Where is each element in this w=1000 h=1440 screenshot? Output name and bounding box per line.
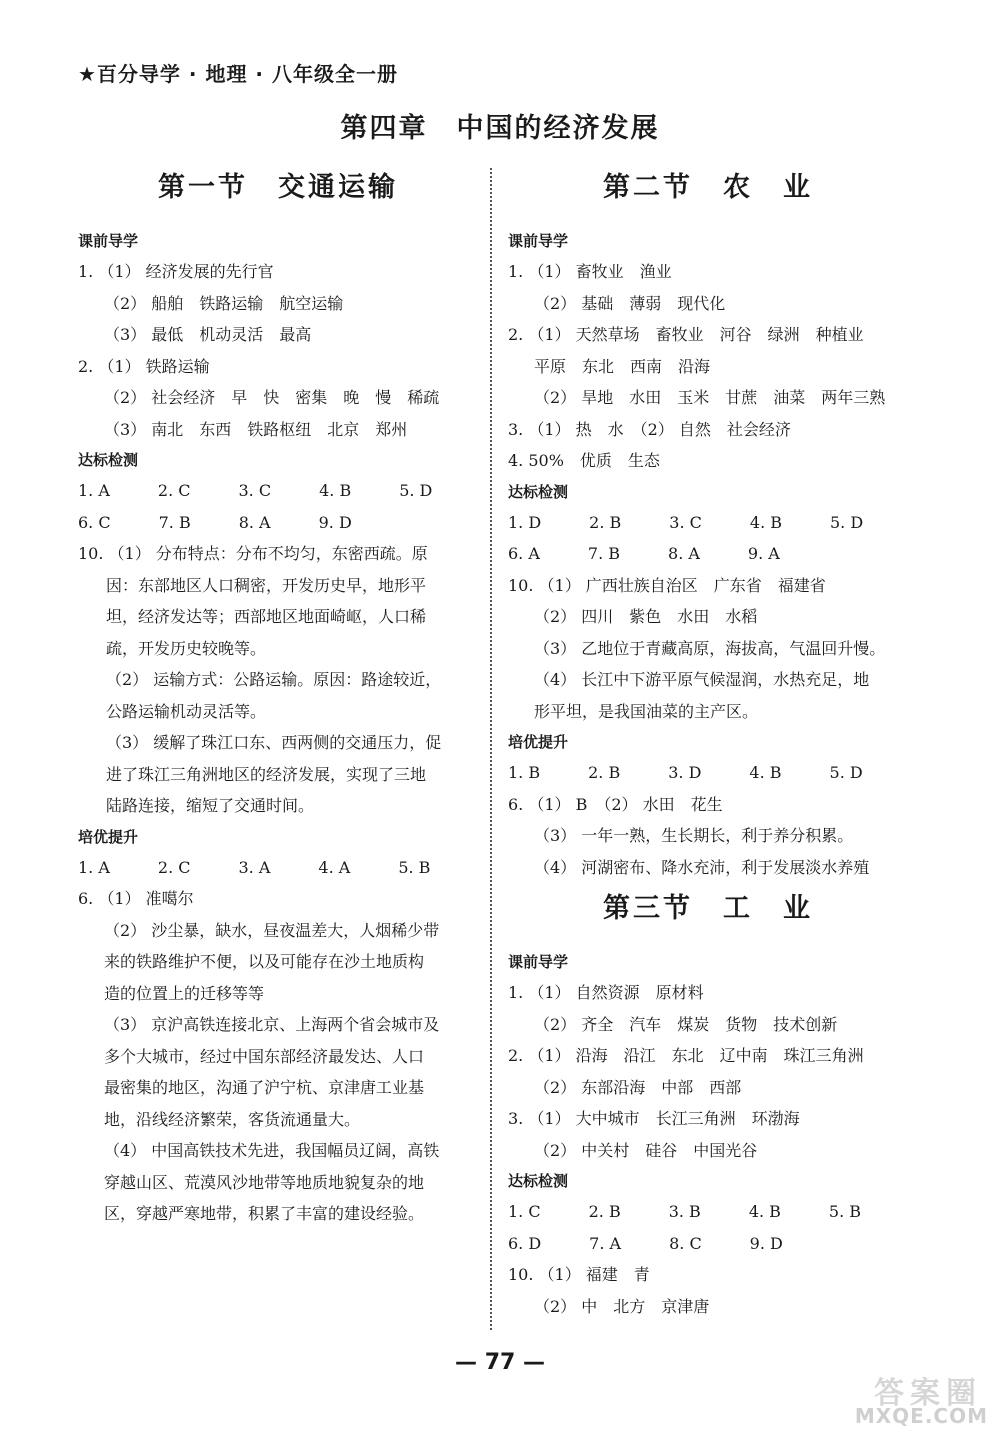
answer-line: （4） 长江中下游平原气候湿润，水热充足，地 xyxy=(534,670,870,689)
page-number: — 77 — xyxy=(455,1350,545,1375)
subsection-heading: 课前导学 xyxy=(78,232,139,250)
answer-line: 多个大城市，经过中国东部经济最发达、人口 xyxy=(104,1046,425,1066)
subsection-heading: 课前导学 xyxy=(508,953,569,971)
section-title: 第一节 交通运输 xyxy=(158,172,398,203)
answer-line: 6. D 7. A 8. C 9. D xyxy=(508,1233,783,1253)
answer-line: （4） 河湖密布、降水充沛，利于发展淡水养殖 xyxy=(534,857,870,877)
left-content xyxy=(78,226,478,1230)
answer-line: 1. （1） 经济发展的先行官 xyxy=(78,262,274,281)
answer-line: 区，穿越严寒地带，积累了丰富的建设经验。 xyxy=(104,1204,425,1223)
answer-line: 6. （1） 准噶尔 xyxy=(78,889,194,908)
answer-line: （3） 南北 东西 铁路枢纽 北京 郑州 xyxy=(104,419,408,439)
answer-line: 1. （1） 自然资源 原材料 xyxy=(508,983,704,1002)
answer-line: 4. 50% 优质 生态 xyxy=(508,451,660,470)
answer-line: （2） 四川 紫色 水田 水稻 xyxy=(534,607,758,626)
answer-line: 陆路连接，缩短了交通时间。 xyxy=(106,796,315,815)
answer-line: 进了珠江三角洲地区的经济发展，实现了三地 xyxy=(106,764,427,784)
watermark-logo: 答案圈 xyxy=(874,1376,982,1411)
answer-line: 2. （1） 铁路运输 xyxy=(78,356,210,376)
answer-line: （2） 沙尘暴，缺水，昼夜温差大，人烟稀少带 xyxy=(104,920,440,940)
answer-line: 公路运输机动灵活等。 xyxy=(106,701,267,721)
answer-line: 1. （1） 畜牧业 渔业 xyxy=(508,262,672,281)
subsection-heading: 培优提升 xyxy=(78,827,139,846)
answer-line: （3） 乙地位于青藏高原，海拔高，气温回升慢。 xyxy=(534,638,886,658)
answer-line: （2） 社会经济 早 快 密集 晚 慢 稀疏 xyxy=(104,388,440,407)
section-title: 第二节 农 业 xyxy=(603,172,813,203)
answer-line: 3. （1） 热 水 （2） 自然 社会经济 xyxy=(508,419,791,439)
answer-line: 1. B 2. B 3. D 4. B 5. D xyxy=(508,763,863,782)
answer-line: 来的铁路维护不便，以及可能存在沙土地质构 xyxy=(104,952,425,971)
answer-line: 1. C 2. B 3. B 4. B 5. B xyxy=(508,1202,862,1221)
left-column xyxy=(78,168,478,1230)
answer-line: 地，沿线经济繁荣，客货流通量大。 xyxy=(104,1109,361,1129)
answer-line: （2） 齐全 汽车 煤炭 货物 技术创新 xyxy=(534,1014,838,1034)
answer-line: （3） 最低 机动灵活 最高 xyxy=(104,325,312,344)
answer-line: （2） 旱地 水田 玉米 甘蔗 油菜 两年三熟 xyxy=(534,388,886,407)
answer-line: 1. A 2. C 3. A 4. A 5. B xyxy=(78,857,431,877)
answer-line: 2. （1） 天然草场 畜牧业 河谷 绿洲 种植业 xyxy=(508,325,864,344)
answer-line: 3. （1） 大中城市 长江三角洲 环渤海 xyxy=(508,1109,800,1128)
answer-line: （3） 缓解了珠江口东、西两侧的交通压力，促 xyxy=(106,733,442,752)
answer-line: 疏，开发历史较晚等。 xyxy=(106,638,267,658)
right-content xyxy=(508,226,908,883)
answer-line: （3） 京沪高铁连接北京、上海两个省会城市及 xyxy=(104,1015,440,1034)
subsection-heading: 达标检测 xyxy=(78,451,139,469)
running-header: ★百分导学 · 地理 · 八年级全一册 xyxy=(78,62,398,86)
answer-line: 造的位置上的迁移等等 xyxy=(104,983,265,1003)
answer-line: 穿越山区、荒漠风沙地带等地质地貌复杂的地 xyxy=(104,1172,425,1192)
answer-line: 2. （1） 沿海 沿江 东北 辽中南 珠江三角洲 xyxy=(508,1046,864,1065)
answer-line: 6. C 7. B 8. A 9. D xyxy=(78,512,352,532)
answer-line: （2） 中 北方 京津唐 xyxy=(534,1296,710,1316)
answer-line: 10. （1） 广西壮族自治区 广东省 福建省 xyxy=(508,575,826,595)
answer-line: 1. A 2. C 3. C 4. B 5. D xyxy=(78,481,433,500)
answer-line: （2） 运输方式：公路运输。原因：路途较近， xyxy=(106,670,442,689)
section-title: 第三节 工 业 xyxy=(603,893,813,924)
watermark-text: MXQE.COM xyxy=(854,1404,988,1428)
answer-line: （2） 基础 薄弱 现代化 xyxy=(534,293,726,313)
answer-line: （2） 东部沿海 中部 西部 xyxy=(534,1077,742,1097)
watermark xyxy=(818,1368,988,1428)
answer-line: 6. A 7. B 8. A 9. A xyxy=(508,544,780,563)
answer-line: 坦，经济发达等；西部地区地面崎岖，人口稀 xyxy=(106,607,427,626)
answer-line: （3） 一年一熟，生长期长，利于养分积累。 xyxy=(534,826,854,845)
subsection-heading: 达标检测 xyxy=(508,482,569,501)
answer-line: 6. （1） B （2） 水田 花生 xyxy=(508,794,723,814)
answer-line: 10. （1） 分布特点：分布不均匀，东密西疏。原 xyxy=(78,544,428,563)
answer-line: 平原 东北 西南 沿海 xyxy=(534,356,711,376)
answer-line: （2） 船舶 铁路运输 航空运输 xyxy=(104,293,344,313)
answer-line: 1. D 2. B 3. C 4. B 5. D xyxy=(508,512,864,532)
subsection-heading: 课前导学 xyxy=(508,232,569,250)
answer-line: （4） 中国高铁技术先进，我国幅员辽阔，高铁 xyxy=(104,1141,440,1160)
chapter-title: 第四章 中国的经济发展 xyxy=(340,113,660,144)
answer-line: 因：东部地区人口稠密，开发历史早，地形平 xyxy=(106,575,427,595)
right-content-2 xyxy=(508,947,908,1322)
column-divider xyxy=(490,168,492,1330)
right-column xyxy=(508,168,908,1322)
subsection-heading: 达标检测 xyxy=(508,1172,569,1190)
answer-line: 10. （1） 福建 青 xyxy=(508,1265,650,1284)
subsection-heading: 培优提升 xyxy=(508,733,569,751)
answer-line: 形平坦，是我国油菜的主产区。 xyxy=(534,701,759,721)
answer-line: （2） 中关村 硅谷 中国光谷 xyxy=(534,1140,758,1160)
answer-line: 最密集的地区，沟通了沪宁杭、京津唐工业基 xyxy=(104,1078,425,1097)
